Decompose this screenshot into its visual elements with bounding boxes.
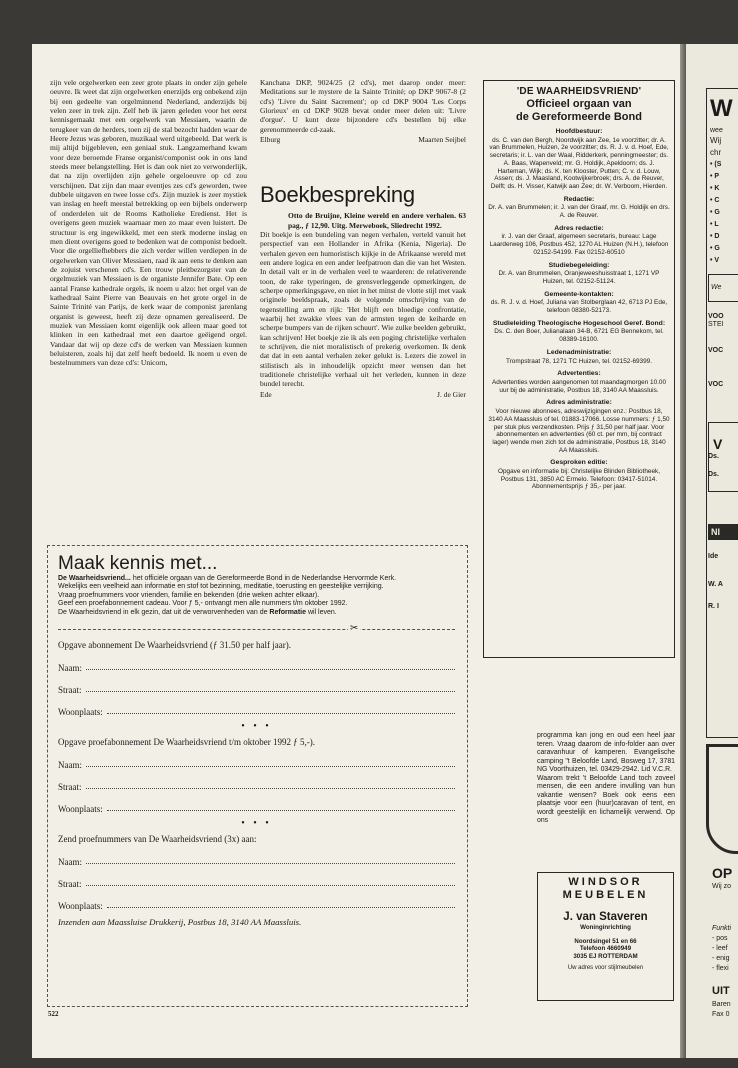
windsor-ad <box>537 872 674 1001</box>
masthead-section-heading: Hoofdbestuur: <box>555 128 603 135</box>
right-fragment-19: Ds. <box>708 453 719 460</box>
option-trial-label: Opgave proefabonnement De Waarheidsvriend t/m oktober 1992 ƒ 5,-). <box>58 737 316 748</box>
right-fragment-28: - pos <box>712 935 728 942</box>
windsor-name-2: MEUBELEN <box>562 889 649 901</box>
right-fragment-32: UIT <box>712 985 730 997</box>
masthead-section <box>488 320 670 344</box>
masthead-section-body: Voor nieuwe abonnees, adreswijzigingen enz.: Postbus 18, 3140 AA Maassluis of tel. 01883-17066. Losse nummers: ƒ 1,50 per stuk plus verzendkosten. Prijs ƒ 31,50 per half jaar. Voor abonnementen en advertenties (60 ct. per mm, bij contract lager) wende men zich tot de administratie, Postbus 18, 3140 AA Maassluis. <box>488 408 670 454</box>
right-fragment-34: Fax 0 <box>712 1011 730 1018</box>
masthead-section <box>488 459 670 491</box>
masthead-section-body: ds. R. J. v. d. Hoef, Juliana van Stolberglaan 42, 6713 PJ Ede, telefoon 08380-52173. <box>490 299 668 315</box>
camping-ad-text <box>537 732 675 826</box>
article-text-messiaen-cont: Kanchana DKP, 9024/25 (2 cd's), met daarop onder meer: Meditations sur le mystere de la Sainte Trinité; op DKP 9067-8 (2 cd's) 'Livre du Saint Sacrement'; op cd DKP 9004 'Les Corps Glorieux' en cd DKP 9028 bevat onder meer delen uit: 'Livre d'orgue'. U kunt deze bijzondere cd's bestellen bij elke gerenommeerde cd-zaak. <box>260 78 466 134</box>
right-fragment-20: Ds. <box>708 471 719 478</box>
section-heading-boekbespreking: Boekbespreking <box>260 182 415 208</box>
masthead-section-heading: Adres administratie: <box>546 399 612 407</box>
right-fragment-17: VOC <box>708 381 724 388</box>
right-fragment-0: W <box>710 95 733 122</box>
street-field-3[interactable] <box>58 867 455 889</box>
masthead-sections <box>488 128 670 491</box>
cut-line <box>58 623 455 635</box>
name-label-3: Naam: <box>58 857 82 868</box>
windsor-owner: J. van Staveren <box>563 911 648 923</box>
book-reference: Otto de Bruijne, Kleine wereld en andere verhalen. 63 pag., ƒ 12,90. Uitg. Merweboek, Sliedrecht 1992. <box>288 211 466 230</box>
masthead-section-body: Trompstraat 78, 1271 TC Huizen, tel. 02152-69399. <box>505 357 652 365</box>
right-fragment-26: Wij zo <box>712 883 732 890</box>
masthead-section-body: Dr. A. van Brummelen, Oranjeweeshuisstraat 1, 1271 VP Huizen, tel. 02152-51124. <box>498 270 660 285</box>
masthead-section-heading: Studieleiding Theologische Hogeschool Geref. Bond: <box>492 319 666 327</box>
right-fragment-5: • P <box>710 173 720 180</box>
camping-ad-p2: Waarom trekt 't Beloofde Land toch zoveel mensen, die een andere invulling van hun vakantie wensen? Boek ook eens een plaatsje voor een (huur)caravan of tent, en wordt geestelijk en lichamelijk verwend. Op ons <box>537 774 675 824</box>
right-fragment-31: - flexi <box>712 965 729 972</box>
signoff-author: Maarten Seijbel <box>418 135 466 145</box>
right-fragment-25: OP <box>712 865 733 881</box>
city-line-2[interactable] <box>107 810 455 811</box>
coupon-line-5-pre: De Waarheidsvriend in elk gezin, dat uit de verworvenheden van de <box>58 608 270 616</box>
street-label-1: Straat: <box>58 685 82 696</box>
coupon-intro <box>58 575 455 617</box>
city-field-1[interactable] <box>58 695 455 717</box>
right-fragment-1: wee <box>710 127 723 134</box>
name-label-1: Naam: <box>58 663 82 674</box>
right-fragment-11: • G <box>710 245 720 252</box>
masthead-section <box>488 399 670 454</box>
right-fragment-13: We <box>708 274 738 302</box>
subscription-coupon <box>47 545 468 1007</box>
right-fragment-3: chr <box>710 148 722 157</box>
name-line-3[interactable] <box>86 863 455 864</box>
right-fragment-22: Ide <box>708 553 719 560</box>
city-field-3[interactable] <box>58 889 455 911</box>
windsor-addr-3: 3035 EJ ROTTERDAM <box>573 952 638 960</box>
masthead-section-heading: Gemeente-kontakten: <box>544 290 614 298</box>
coupon-line-3: Vraag proefnummers voor vrienden, familie en bekenden (drie weken achter elkaar). <box>58 591 320 599</box>
coupon-intro-rest: het officiële orgaan van de Gereformeerde Bond in de Nederlandse Hervormde Kerk. <box>130 575 397 582</box>
scissors-icon: ✂ <box>350 623 359 635</box>
masthead-section <box>488 349 670 365</box>
right-fragment-23: W. A <box>708 581 723 588</box>
review-signoff-author: J. de Gier <box>437 389 466 399</box>
windsor-addr-1: Noordsingel 51 en 66 <box>574 938 637 945</box>
masthead-section-heading: Gesproken editie: <box>550 459 608 467</box>
right-fragment-16: VOC <box>708 347 724 354</box>
right-page-logo-frame <box>706 744 738 854</box>
right-page <box>686 44 738 1058</box>
masthead-subtitle-1: Officieel orgaan van <box>526 98 632 110</box>
masthead-section <box>488 128 670 191</box>
name-line-1[interactable] <box>86 669 455 670</box>
city-label-2: Woonplaats: <box>58 804 103 815</box>
city-label-3: Woonplaats: <box>58 901 103 912</box>
masthead-section <box>488 196 670 220</box>
city-label-1: Woonplaats: <box>58 707 103 718</box>
right-fragment-21: NI <box>708 524 738 540</box>
masthead-section-body: Ds. C. den Boer, Julianalaan 34-B, 6721 EG Bennekom, tel. 08389-16100. <box>494 328 664 344</box>
signoff-place: Elburg <box>260 135 281 145</box>
street-label-3: Straat: <box>58 879 82 890</box>
masthead-section-heading: Studiebegeleiding: <box>548 261 610 269</box>
masthead-section <box>488 262 670 286</box>
review-signoff-place: Ede <box>260 389 272 399</box>
right-fragment-29: - leef <box>712 945 728 952</box>
right-fragment-14: VOO <box>708 313 724 320</box>
separator-1: • • • <box>241 721 272 733</box>
street-field-1[interactable] <box>58 673 455 695</box>
right-fragment-2: Wij <box>710 136 722 145</box>
article-signoff <box>260 135 466 144</box>
coupon-line-5-bold: Reformatie <box>269 608 306 616</box>
name-line-2[interactable] <box>86 766 455 767</box>
city-line-1[interactable] <box>107 713 455 714</box>
right-fragment-10: • D <box>710 233 720 240</box>
name-field-1[interactable] <box>58 651 455 673</box>
right-fragment-6: • K <box>710 185 720 192</box>
right-fragment-30: - enig <box>712 955 730 962</box>
masthead-title: 'DE WAARHEIDSVRIEND' <box>516 86 642 97</box>
masthead-section-body: Advertenties worden aangenomen tot maandagmorgen 10.00 uur bij de administratie, Postbus 18, 3140 AA Maassluis. <box>491 378 667 394</box>
street-line-2[interactable] <box>86 788 456 789</box>
street-field-2[interactable] <box>58 770 455 792</box>
masthead-section-heading: Redactie: <box>563 195 595 203</box>
right-fragment-18: V <box>708 422 738 492</box>
right-fragment-9: • L <box>710 221 719 228</box>
review-signoff <box>260 390 466 399</box>
separator-2: • • • <box>241 818 272 830</box>
coupon-footer: Inzenden aan Maassluise Drukkerij, Postbus 18, 3140 AA Maassluis. <box>58 917 302 928</box>
review-text: Dit boekje is een bundeling van negen verhalen, verteld vanuit het perspectief van een Hollander in Afrika (Kenia, Nigeria). De verhalen geven een humoristisch kijkje in de Afrikaanse wereld met een andere logica en een ander leefpatroon dan die van het Westen. In detail valt er in de verhalen veel te waarderen: de relativerende toon, de rake typeringen, de grensverleggende opmerkingen, de scherpe opmerkingsgave, en niet in het minst de vlotte stijl met vaak originele beeldspraak, zoals de volgende omschrijving van de tegenstelling arm en rijk: 'Het blijft een bloedige confrontatie, waarbij het zwakke vlees van de armsten tegen de keiharde en scherpe bumpers van de rijken schuurt'. Wie zulke beelden gebruikt, kan schrijven! Het boekje zie ik als een poging christelijke verhalen te schrijven, die niet moralistisch of prekerig overkomen. Ik denk dat dat in een aantal verhalen zeker gelukt is. Lezers die zowel in stilistisch als in inhoudelijk opzicht meer wensen dan het traditionele christelijke verhaal uit het verleden, kunnen in deze bundel terecht. <box>260 229 466 389</box>
page-number: 522 <box>48 1010 59 1018</box>
coupon-title: Maak kennis met... <box>58 553 218 574</box>
article-column-2 <box>260 78 466 399</box>
article-text-messiaen: zijn vele orgelwerken een zeer grote plaats in onder zijn gehele oeuvre. Ik weet dat zijn orgelwerken enerzijds erg onbekend zijn bij een gedeelte van orgelminnend Nederland, anderzijds bij velen zeer in trek zijn. Zelf heb ik jaren geleden voor het eerst kennisgemaakt met een orgelwerk van Messiaen, waarin de terugkeer van de herders, toen zij de stal bezocht hadden waar de Heere Jezus was geboren, muzikaal werd uitgebeeld. Dat werk is mij altijd bijgebleven, een geniaal stuk. Langzamerhand kwam voor deze beroemde Franse organist/componist ook in ons land steeds meer belangstelling. Het is dan ook niet zo verwonderlijk, dat na zijn overlijden zijn gehele orgeloeuvre op cd zou verschijnen. Dat zijn dan maar eventjes zes cd's geworden, twee dubbele uitgaven en twee losse cd's. Zijn muziek is zeer mystiek van inslag en heeft meestal betrekking op een bijbels onderwerp of onderdelen uit de Rooms Katholieke Eredienst. Het is overigens geen muziek waarnaar men zo maar even luistert. De structuur is erg ingewikkeld, met een sterk moderne inslag en men dient overigens goed te bedenken wat de componist bedoelt. Voor die orgelliefhebbers die zich verder willen verdiepen in de orgelwerken van Oliver Messiaen, raad ik aan eens te denken aan de zojuist verschenen cd's. Een trouw pleitbezorgster van de orgelmuziek van Messiaen is de organiste Jennifer Bate. Op een aantal Franse kathedrale orgels, ik noem u alzo: het orgel van de kathedraal Saint Pierre van Beauvais en het grote orgel in de Sainte Trinité van Parijs, de kerk waar de componist jarenlang organist is geweest, heeft zij deze opnamen gerealiseerd. De muziek van Messiaen komt eigenlijk ook alleen maar goed tot klinken in een kathedraal met een daartoe geëigend orgel. Vandaar dat wij op deze cd's de werken van Messiaen kunnen beluisteren, zoals hij dat zelf heeft bedoeld. Ik noem u even de bestelnummers van deze cd's: Unicorn, <box>50 78 247 368</box>
coupon-line-2: Wekelijks een veelheid aan informatie en stof tot bezinning, meditatie, toerusting en geestelijke verrijking. <box>58 583 384 591</box>
right-fragment-33: Baren <box>712 1001 731 1008</box>
street-line-1[interactable] <box>86 691 456 692</box>
masthead-section-body: ds. C. van den Bergh, Noordwijk aan Zee, 1e voorzitter; dr. A. van Brummelen, Huizen, 2e voorzitter; ds. R. J. v. d. Hoef, Ede, secretaris; ir. L. van der Waal, Ridderkerk, penningmeester; ds. A. Baas, Wapenveld; mr. G. Holdijk, Apeldoorn; ds. J. Harteman, Wijk; ds. K. ten Klooster, Putten; C. v. d. Louw, Assen; ds. J. Maasland, Kootwijkerbroek; drs. A. de Reuver, Delft; ds. H. Visser, Katwijk aan Zee; dr. W. Verboom, Hierden. <box>489 136 669 190</box>
camping-ad-p1: programma kan jong en oud een heel jaar teren. Vraag daarom de info-folder aan over caravanhuur of kamperen. Evangelische camping "t Beloofde Land, Bosweg 17, 3781 NG Voorthuizen, tel. 03429-2942. Lid V.C.R. <box>537 732 675 773</box>
windsor-address <box>538 938 673 960</box>
right-fragment-4: • (S <box>710 161 722 168</box>
masthead-box <box>483 80 675 658</box>
masthead-section-heading: Advertenties: <box>557 370 601 378</box>
masthead-section <box>488 225 670 257</box>
city-field-2[interactable] <box>58 792 455 814</box>
street-label-2: Straat: <box>58 782 82 793</box>
coupon-line-4: Geef een proefabonnement cadeau. Voor ƒ 5,- ontvangt men alle nummers t/m oktober 1992. <box>58 600 348 608</box>
name-label-2: Naam: <box>58 760 82 771</box>
name-field-2[interactable] <box>58 748 455 770</box>
masthead-section-heading: Adres redactie: <box>554 224 604 232</box>
coupon-intro-bold: De Waarheidsvriend... <box>58 575 131 582</box>
windsor-tagline: Woninginrichting <box>580 924 631 931</box>
masthead-subtitle-2: de Gereformeerde Bond <box>516 110 642 123</box>
right-fragment-8: • G <box>710 209 720 216</box>
city-line-3[interactable] <box>107 907 455 908</box>
windsor-addr-2: Telefoon 4660949 <box>579 945 632 953</box>
article-column-1 <box>50 78 247 368</box>
right-fragment-15: STEI <box>708 321 724 328</box>
masthead-section-body: Opgave en informatie bij: Christelijke Blinden Bibliotheek, Postbus 131, 3850 AC Ermelo. Telefoon: 03417-51014. Abonnementsprijs ƒ 35,- per jaar. <box>498 468 660 491</box>
option-samples-label: Zend proefnummers van De Waarheidsvriend (3x) aan: <box>58 834 257 845</box>
masthead-section-heading: Ledenadministratie: <box>546 348 612 356</box>
right-fragment-7: • C <box>710 197 720 204</box>
coupon-line-5-post: wil leven. <box>306 608 337 616</box>
right-fragment-12: • V <box>710 257 720 264</box>
right-fragment-24: R. I <box>708 603 719 610</box>
masthead-section-body: Dr. A. van Brummelen; ir. J. van der Graaf, mr. G. Holdijk en drs. A. de Reuver. <box>488 204 670 220</box>
street-line-3[interactable] <box>86 885 456 886</box>
right-fragment-27: Funkti <box>712 925 732 932</box>
windsor-name-1: WINDSOR <box>568 876 643 888</box>
masthead-section <box>488 291 670 315</box>
masthead-section <box>488 370 670 394</box>
masthead-section-body: ir. J. van der Graaf, algemeen secretaris, bureau: Lage Laarderweg 106, Postbus 452, 1270 AL Huizen (N.H.), telefoon 02152-54199. Fax 02152-60510 <box>489 233 669 256</box>
name-field-3[interactable] <box>58 845 455 867</box>
option-subscription-label: Opgave abonnement De Waarheidsvriend (ƒ 31.50 per half jaar). <box>58 640 292 651</box>
windsor-footer: Uw adres voor stijlmeubelen <box>567 965 644 972</box>
